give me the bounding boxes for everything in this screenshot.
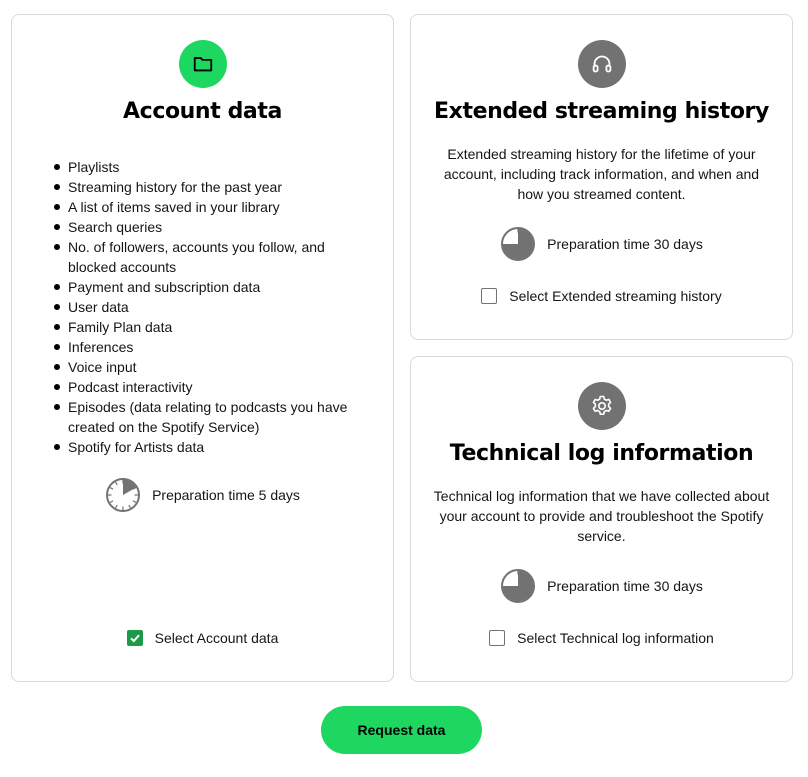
extended-streaming-card [410,14,793,340]
list-item: Playlists [68,157,368,177]
clock-icon [500,226,536,262]
technical-prep-time [411,568,792,604]
gear-icon [578,382,626,430]
list-item: Inferences [68,337,368,357]
technical-log-card [410,356,793,682]
extended-streaming-description: Extended streaming history for the lifetime of your account, including track information, and when and how you streamed content. [443,146,760,202]
technical-log-checkbox[interactable] [489,630,505,646]
extended-streaming-checkbox[interactable] [481,288,497,304]
list-item: Streaming history for the past year [68,177,368,197]
clock-icon [500,568,536,604]
list-item: User data [68,297,368,317]
account-prep-label: Preparation time 5 days [152,487,300,503]
list-item: Podcast interactivity [68,377,368,397]
select-extended-label: Select Extended streaming history [509,288,722,304]
request-data-button[interactable]: Request data [321,706,482,754]
account-data-card [11,14,394,682]
list-item: No. of followers, accounts you follow, and blocked accounts [68,237,368,277]
account-prep-time [12,477,393,513]
technical-prep-label: Preparation time 30 days [547,578,703,594]
list-item: Payment and subscription data [68,277,368,297]
account-data-list [68,157,368,457]
check-icon [129,632,141,644]
account-data-checkbox[interactable] [127,630,143,646]
list-item: Family Plan data [68,317,368,337]
account-data-title: Account data [123,99,282,124]
select-technical-label: Select Technical log information [517,630,714,646]
extended-prep-label: Preparation time 30 days [547,236,703,252]
list-item: Spotify for Artists data [68,437,368,457]
select-account-data[interactable] [12,630,393,646]
list-item: Voice input [68,357,368,377]
extended-prep-time [411,226,792,262]
clock-icon [105,477,141,513]
list-item: A list of items saved in your library [68,197,368,217]
folder-icon [179,40,227,88]
headphones-icon [578,40,626,88]
technical-log-title: Technical log information [449,441,754,466]
list-item: Search queries [68,217,368,237]
select-account-label: Select Account data [154,630,279,646]
list-item: Episodes (data relating to podcasts you have created on the Spotify Service) [68,397,368,437]
select-technical-log[interactable] [411,630,792,646]
technical-log-description: Technical log information that we have collected about your account to provide and troubleshoot the Spotify service. [433,488,770,544]
extended-streaming-title: Extended streaming history [434,99,769,124]
select-extended-streaming[interactable] [411,288,792,304]
